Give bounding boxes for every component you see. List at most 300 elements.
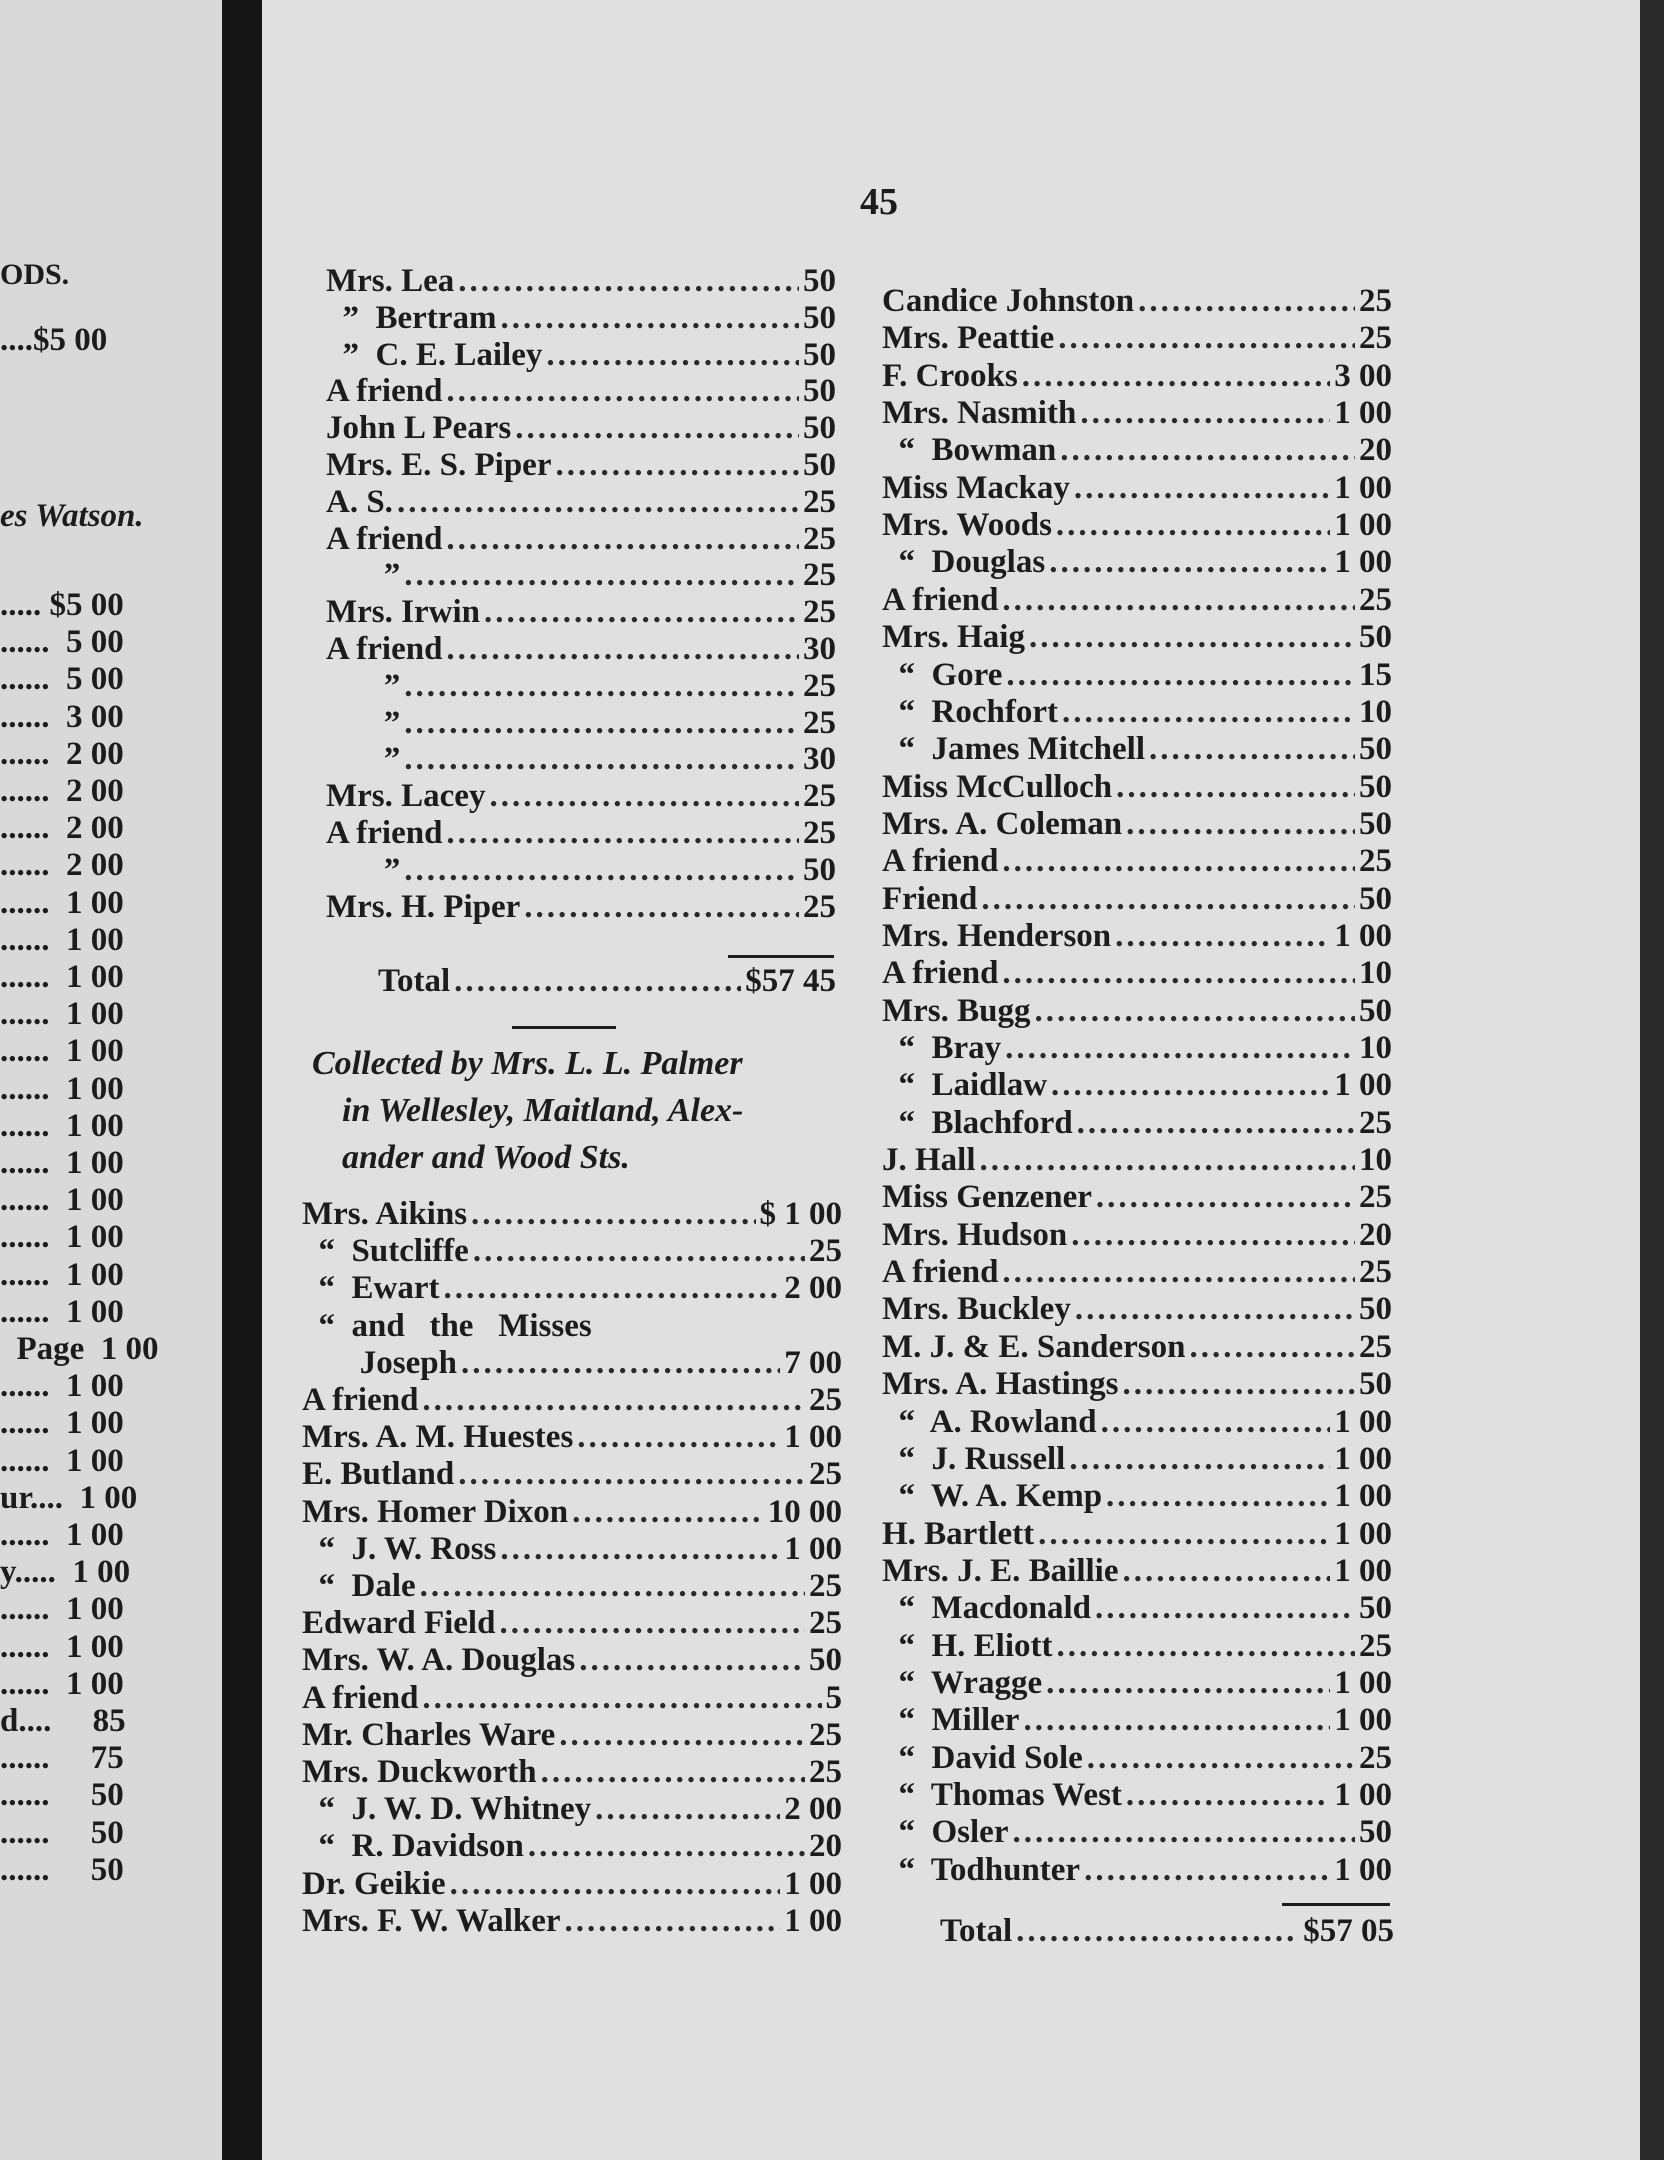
entry-row [326,815,836,852]
left-row: ...... 1 00 [0,921,124,958]
entry-row [882,1179,1392,1216]
entry-row [882,582,1392,619]
leader-dots [1049,544,1330,581]
left-row: ...... 50 [0,1851,124,1888]
entry-amount: 25 [803,557,836,594]
entry-amount: 1 00 [1334,1067,1392,1104]
entry-amount: 50 [803,373,836,410]
leader-dots [1115,918,1330,955]
col1-total-rule [728,955,834,958]
entry-amount: 25 [803,667,836,704]
collected-heading-2: in Wellesley, Maitland, Alex- [342,1092,744,1129]
entry-amount: 1 00 [1334,1702,1392,1739]
entry-row [882,1329,1392,1366]
entry-row [882,544,1392,581]
entry-row [326,521,836,558]
left-row: ...... 5 00 [0,661,124,698]
entry-row [302,1754,842,1791]
left-row: ...... 2 00 [0,810,124,847]
leader-dots [1060,432,1355,469]
entry-name: A friend [326,520,443,557]
entry-name: Miss McCulloch [882,768,1113,805]
entry-amount: 30 [803,631,836,667]
entry-amount: 50 [1359,992,1392,1029]
left-row: ...... 1 00 [0,1107,124,1144]
leader-dots [579,1642,805,1679]
leader-dots [1006,657,1355,694]
entry-amount: 1 00 [1334,544,1392,581]
entry-amount: 50 [803,410,836,447]
entry-row [882,657,1392,694]
entry-name: “ J. Russell [882,1440,1066,1477]
entry-row [882,470,1392,507]
entry-amount: 25 [1359,283,1392,319]
entry-amount: 50 [1359,1590,1392,1627]
left-row: d.... 85 [0,1703,126,1739]
entry-row [882,1404,1392,1441]
leader-dots [1022,358,1331,395]
entry-name: Mrs. Peattie [882,320,1055,357]
entry-row [326,594,836,631]
entry-amount: 20 [809,1828,842,1865]
entry-amount: 1 00 [1334,1440,1392,1477]
entry-name: A friend [882,1254,999,1291]
leader-dots [572,1494,764,1531]
entry-name: “ and the Misses [302,1307,592,1344]
entry-name: Miss Genzener [882,1179,1092,1216]
leader-dots [559,1717,805,1754]
col1-total-label: Total [378,963,451,999]
entry-name: “ Wragge [882,1664,1043,1701]
entry-row [326,778,836,815]
entry-amount: 25 [1359,1328,1392,1365]
entry-row [882,507,1392,544]
entry-name: Mrs. J. E. Baillie [882,1552,1119,1589]
left-row: ...... 75 [0,1740,124,1777]
left-row: ...... 1 00 [0,1665,124,1702]
entry-row [326,484,836,521]
leader-dots [458,263,799,300]
leader-dots [565,1903,781,1940]
left-page-fragment [0,0,222,2160]
entry-name: “ Bowman [882,432,1057,469]
collected-heading-1: Collected by Mrs. L. L. Palmer [312,1045,743,1082]
leader-dots [1138,283,1355,320]
entry-row [882,1814,1392,1851]
entry-amount: 50 [803,263,836,299]
entry-row [882,1553,1392,1590]
left-row: ...... 1 00 [0,1145,124,1181]
entry-amount: 5 [825,1679,842,1716]
entry-row [882,1740,1392,1777]
entry-amount: 25 [803,594,836,631]
entry-row [302,1494,842,1531]
left-row: ...... 2 00 [0,773,124,809]
entry-amount: 1 00 [1334,1664,1392,1701]
entry-amount: 25 [809,1754,842,1790]
entry-amount: 10 [1359,955,1392,992]
entry-row [882,918,1392,955]
leader-dots [461,1345,780,1382]
left-row: ...... 1 00 [0,1517,124,1553]
entry-amount: 15 [1359,656,1392,693]
leader-dots [450,1866,781,1903]
leader-dots [420,1568,805,1605]
leader-dots [1075,1291,1355,1328]
entry-amount: 50 [803,299,836,336]
leader-dots [1074,470,1330,507]
leader-dots [404,668,799,705]
col1-total-amount: $57 45 [745,963,836,999]
entry-row [326,337,836,374]
entry-row [882,1030,1392,1067]
entry-row [882,320,1392,357]
entry-name: Mrs. Bugg [882,992,1031,1029]
entry-name: M. J. & E. Sanderson [882,1328,1186,1365]
entry-row [302,1791,842,1828]
entry-amount: 25 [803,704,836,741]
entry-name: A. S. [326,483,393,520]
entry-name: “ Sutcliffe [302,1233,469,1270]
entry-name: A friend [302,1679,419,1716]
entry-row [882,843,1392,880]
leader-dots [1123,1366,1355,1403]
entry-amount: 2 00 [784,1791,842,1828]
leader-dots [981,881,1355,918]
entry-amount: 25 [809,1382,842,1418]
entry-name: Mrs. Buckley [882,1291,1071,1328]
entry-row [326,557,836,594]
entry-amount: 25 [803,483,836,520]
entry-row [302,1345,842,1382]
leader-dots [1057,1628,1356,1665]
entry-name: A friend [302,1382,419,1418]
entry-name: “ Todhunter [882,1851,1081,1888]
entry-row [882,731,1392,768]
entry-row [302,1568,842,1605]
left-row: ...... 1 00 [0,1628,124,1665]
entry-name: Mrs. Lacey [326,778,486,815]
leader-dots [397,484,799,521]
entry-row [882,1852,1392,1889]
entry-row [882,955,1392,992]
entry-row [302,1308,842,1345]
entry-row [326,741,836,778]
entry-row [302,1270,842,1307]
entry-name: Mrs. E. S. Piper [326,447,552,483]
leader-dots [1058,320,1355,357]
entry-name: “ Ewart [302,1270,440,1307]
entry-amount: 20 [1359,432,1392,469]
col3-total-label: Total [940,1913,1013,1949]
entry-amount: 1 00 [1334,1851,1392,1888]
left-heading: ODS. [0,258,70,291]
leader-dots [1149,731,1355,768]
entry-amount: 10 [1359,1142,1392,1179]
left-row: ...... 2 00 [0,847,124,884]
entry-row [302,1680,842,1717]
left-row: ..... $5 00 [0,587,124,623]
entry-amount: 25 [1359,1254,1392,1291]
leader-dots [1023,1702,1330,1739]
entry-amount: 1 00 [1334,1552,1392,1589]
leader-dots [1084,1852,1330,1889]
entry-row [882,619,1392,656]
entry-name: Friend [882,880,978,917]
left-row: ...... 1 00 [0,1442,124,1479]
left-row: ...... 1 00 [0,884,124,921]
entry-row [882,358,1392,395]
entry-name: Mrs. F. W. Walker [302,1902,561,1939]
entry-amount: 25 [1359,320,1392,357]
leader-dots [489,778,799,815]
entry-amount: 10 [1359,693,1392,730]
entry-row [882,806,1392,843]
entry-row [326,410,836,447]
entry-row [882,1590,1392,1627]
entry-amount: 2 00 [784,1270,842,1307]
entry-row [882,1665,1392,1702]
entry-amount: $ 1 00 [759,1196,842,1232]
entry-amount: 10 00 [767,1493,842,1530]
entry-name: “ Douglas [882,544,1046,581]
leader-dots [1002,843,1355,880]
left-row: ...... 50 [0,1777,124,1814]
entry-name: “ Miller [882,1702,1020,1739]
entry-amount: 1 00 [1334,1478,1392,1515]
entry-name: “ David Sole [882,1739,1083,1776]
entry-row [882,395,1392,432]
entry-name: “ J. W. Ross [302,1530,497,1567]
leader-dots [524,889,799,926]
entry-row [302,1196,842,1233]
entry-name: A friend [882,581,999,618]
entry-name: “ A. Rowland [882,1403,1097,1440]
entry-name: “ Gore [882,656,1003,693]
entry-name: “ Osler [882,1814,1009,1851]
entry-amount: 25 [1359,1104,1392,1141]
entry-row [882,1291,1392,1328]
entry-name: Mrs. H. Piper [326,888,521,925]
entry-amount: 25 [1359,1739,1392,1776]
left-top-amount: ....$5 00 [0,322,108,358]
entry-amount: 10 [1359,1030,1392,1066]
entry-row [882,432,1392,469]
entry-amount: 50 [809,1642,842,1679]
entry-name: H. Bartlett [882,1515,1035,1552]
entry-name: “ H. Eliott [882,1627,1053,1664]
entry-amount: 1 00 [1334,1403,1392,1440]
leader-dots [446,815,799,852]
leader-dots [446,631,799,668]
col3-total-dots [1016,1913,1299,1950]
entry-row [882,1142,1392,1179]
entry-row [302,1866,842,1903]
entry-amount: 1 00 [784,1865,842,1902]
entry-amount: 50 [1359,768,1392,805]
leader-dots [1051,1067,1330,1104]
entry-name: Joseph [302,1344,457,1381]
entry-amount: 1 00 [784,1902,842,1939]
entry-amount: 25 [1359,581,1392,618]
leader-dots [471,1196,755,1233]
entry-name: “ Thomas West [882,1777,1122,1813]
entry-row [882,769,1392,806]
leader-dots [541,1754,805,1791]
entry-name: A friend [326,631,443,667]
entry-name: ” C. E. Lailey [326,336,543,373]
entry-name: A friend [882,843,999,880]
left-row: ...... 1 00 [0,1591,124,1628]
entry-row [326,447,836,484]
entry-name: Mrs. Hudson [882,1216,1068,1253]
entry-name: Mrs. Aikins [302,1196,468,1232]
entry-name: “ Blachford [882,1104,1073,1141]
entry-amount: 25 [1359,1627,1392,1664]
entry-row [302,1828,842,1865]
entry-row [882,1366,1392,1403]
leader-dots [499,1605,805,1642]
col3-total-rule [1282,1903,1390,1906]
leader-dots [500,1531,780,1568]
entry-row [882,1516,1392,1553]
entry-row [882,283,1392,320]
leader-dots [1126,1777,1330,1814]
entry-amount: 50 [1359,619,1392,656]
left-row: ur.... 1 00 [0,1479,138,1516]
leader-dots [1106,1478,1330,1515]
left-row: ...... 1 00 [0,1293,124,1330]
entry-row [302,1419,842,1456]
entry-row [882,1105,1392,1142]
leader-dots [595,1791,780,1828]
entry-name: Mrs. Lea [326,263,455,299]
leader-dots [422,1382,805,1419]
entry-amount: 25 [809,1716,842,1753]
entry-amount: 50 [1359,1366,1392,1403]
leader-dots [1002,955,1355,992]
leader-dots [458,1456,805,1493]
entry-amount: 50 [1359,805,1392,842]
left-row: ...... 1 00 [0,1182,124,1219]
leader-dots [555,447,799,484]
leader-dots [577,1419,780,1456]
entry-name: ” [326,557,401,594]
right-page-edge [1640,0,1664,2160]
entry-amount: 1 00 [1334,395,1392,432]
leader-dots [515,410,799,447]
entry-name: “ Macdonald [882,1590,1092,1627]
entry-row [302,1456,842,1493]
entry-name: “ Laidlaw [882,1067,1048,1104]
entry-amount: 1 00 [1334,1777,1392,1813]
entry-row [882,1702,1392,1739]
entry-name: Mrs. Irwin [326,594,480,631]
leader-dots [1035,993,1356,1030]
leader-dots [446,521,799,558]
entry-amount: 50 [803,851,836,888]
entry-amount: 1 00 [784,1419,842,1456]
entry-name: E. Butland [302,1456,455,1493]
entry-name: Mrs. A. M. Huestes [302,1419,574,1456]
entry-amount: 50 [1359,880,1392,917]
entry-name: “ W. A. Kemp [882,1478,1103,1515]
leader-dots [1096,1179,1355,1216]
left-row: ...... 5 00 [0,624,124,661]
entry-name: A friend [326,815,443,851]
entry-amount: 50 [1359,731,1392,768]
leader-dots [500,300,799,337]
leader-dots [404,852,799,889]
left-row: ...... 3 00 [0,698,124,735]
entry-amount: 1 00 [1334,469,1392,506]
entry-name: “ James Mitchell [882,731,1146,768]
entry-name: “ Bray [882,1030,1002,1066]
entry-row [302,1717,842,1754]
entry-name: ” [326,704,401,741]
entry-name: Mrs. A. Hastings [882,1366,1119,1403]
entry-row [326,668,836,705]
left-italic-heading: es Watson. [0,498,144,534]
entry-amount: 1 00 [784,1530,842,1567]
left-row: ...... 1 00 [0,1033,124,1070]
entry-row [302,1382,842,1419]
entry-row [302,1605,842,1642]
collected-heading-3: ander and Wood Sts. [342,1139,630,1176]
entry-row [882,1441,1392,1478]
entry-row [302,1903,842,1940]
entry-amount: 25 [803,778,836,815]
entry-name: ” [326,741,401,778]
left-row: ...... 1 00 [0,1070,124,1107]
entry-name: J. Hall [882,1142,976,1179]
leader-dots [404,557,799,594]
entry-amount: 1 00 [1334,917,1392,954]
book-gutter [222,0,262,2160]
right-page [262,0,1640,2160]
leader-dots [1046,1665,1330,1702]
entry-name: A friend [326,373,443,410]
entry-amount: 7 00 [784,1344,842,1381]
leader-dots [980,1142,1355,1179]
entry-name: Mrs. Haig [882,619,1025,656]
leader-dots [1012,1814,1355,1851]
left-row: ...... 1 00 [0,959,124,995]
entry-name: ” [326,851,401,888]
entry-row [302,1531,842,1568]
leader-dots [443,1270,780,1307]
entry-row [882,1217,1392,1254]
entry-name: John L Pears [326,410,512,447]
entry-name: “ J. W. D. Whitney [302,1791,592,1828]
left-row: y..... 1 00 [0,1554,131,1591]
entry-row [302,1233,842,1270]
leader-dots [1069,1441,1330,1478]
leader-dots [1038,1516,1330,1553]
entry-name: “ R. Davidson [302,1828,524,1865]
entry-row [882,1777,1392,1814]
entry-amount: 50 [803,336,836,373]
leader-dots [1029,619,1355,656]
entry-name: “ Dale [302,1568,416,1604]
leader-dots [1002,1254,1355,1291]
entry-name: A friend [882,955,999,992]
entry-row [882,1254,1392,1291]
leader-dots [1002,582,1355,619]
leader-dots [1087,1740,1355,1777]
entry-name: Dr. Geikie [302,1865,446,1902]
entry-amount: 20 [1359,1216,1392,1253]
